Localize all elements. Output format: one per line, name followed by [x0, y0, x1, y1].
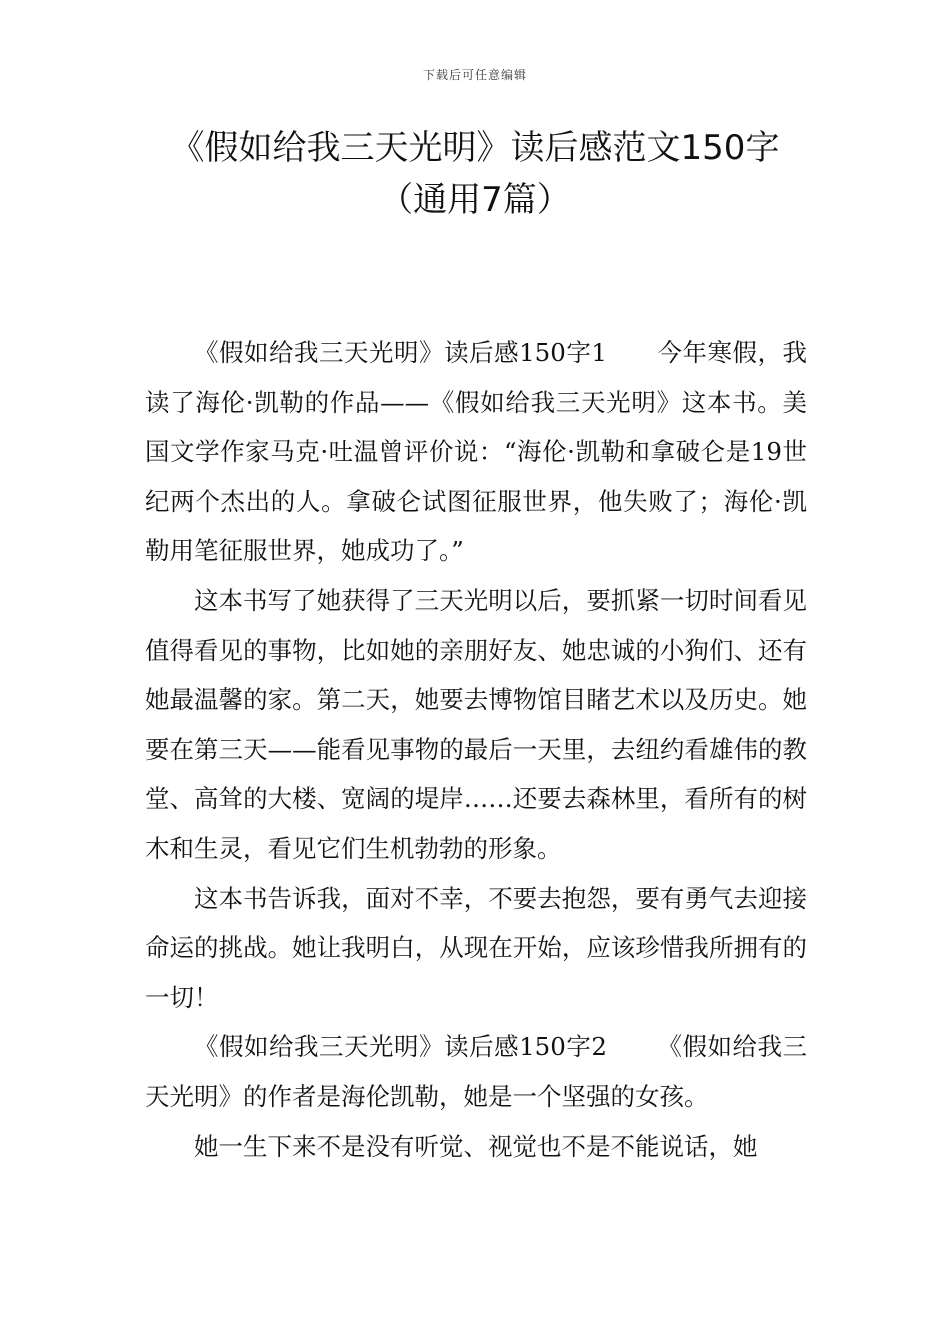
paragraph-4 — [145, 1022, 807, 1121]
paragraph-2: 这本书写了她获得了三天光明以后，要抓紧一切时间看见值得看见的事物，比如她的亲朋好友、她忠诚的小狗们、还有她最温馨的家。第二天，她要去博物馆目睹艺术以及历史。她要在第三天——能看见事物的最后一天里，去纽约看雄伟的教堂、高耸的大楼、宽阔的堤岸……还要去森林里，看所有的树木和生灵，看见它们生机勃勃的形象。 — [145, 585, 807, 863]
paragraph-4-text: 《假如给我三天光明》的作者是海伦凯勒，她是一个坚强的女孩。 — [145, 1032, 807, 1111]
section-heading-2: 《假如给我三天光明》读后感150字2 — [194, 1032, 607, 1062]
paragraph-5: 她一生下来不是没有听觉、视觉也不是不能说话，她 — [194, 1131, 758, 1161]
paragraph-3: 这本书告诉我，面对不幸，不要去抱怨，要有勇气去迎接命运的挑战。她让我明白，从现在开始，应该珍惜我所拥有的一切！ — [145, 883, 807, 1012]
paragraph-1 — [145, 328, 807, 576]
document-title — [100, 122, 850, 226]
document-body — [145, 328, 807, 1171]
title-line-1: 《假如给我三天光明》读后感范文150字 — [170, 128, 780, 168]
title-line-2: （通用7篇） — [379, 180, 571, 220]
header-note: 下载后可任意编辑 — [422, 68, 527, 82]
section-heading-1: 《假如给我三天光明》读后感150字1 — [194, 338, 607, 367]
paragraph-1-text: 今年寒假，我读了海伦·凯勒的作品——《假如给我三天光明》这本书。美国文学作家马克·吐温曾评价说：“海伦·凯勒和拿破仑是19世纪两个杰出的人。拿破仑试图征服世界，他失败了；海伦·凯勒用笔征服世界，她成功了。” — [145, 338, 807, 566]
